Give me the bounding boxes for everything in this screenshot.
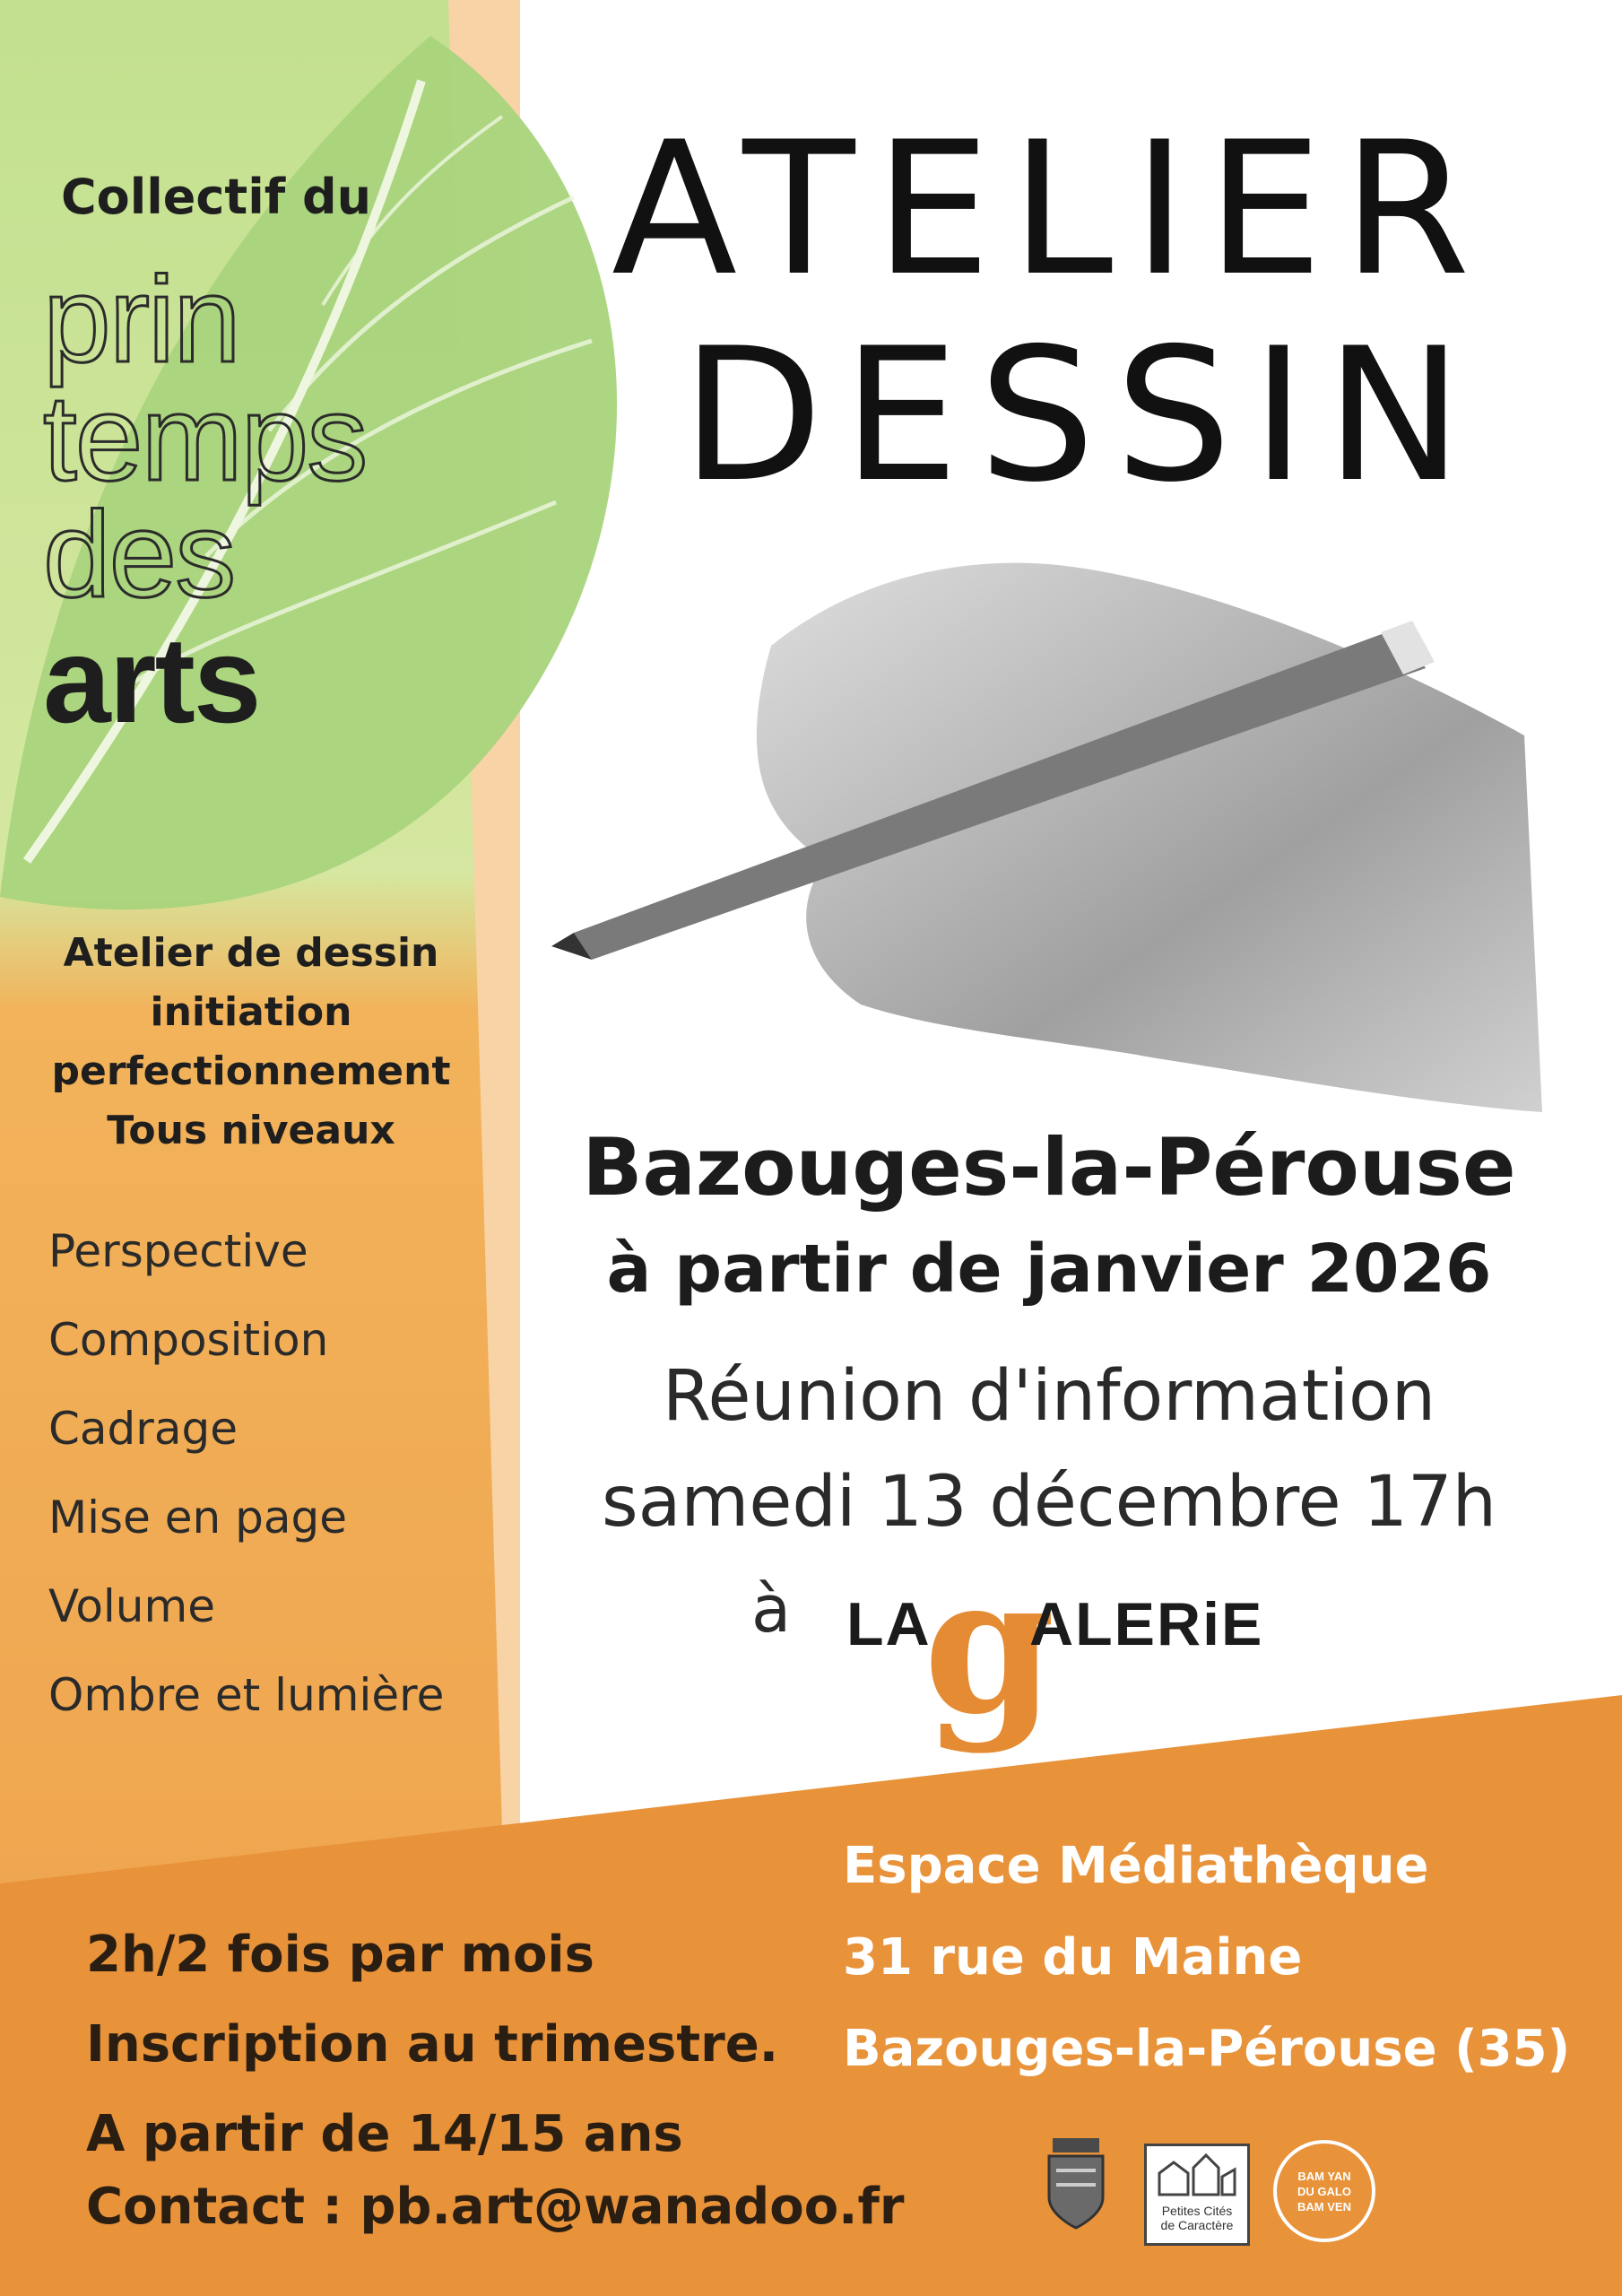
topic-item: Mise en page — [48, 1492, 347, 1544]
info-line: 2h/2 fois par mois — [86, 1926, 594, 1984]
topics-list — [48, 1207, 444, 1740]
event-at: à — [751, 1571, 792, 1647]
gallo-badge — [1273, 2140, 1375, 2242]
venue-logo-g: g — [924, 1535, 1055, 1756]
collectif-prefix: Collectif du — [61, 169, 372, 225]
collectif-word-temps: temps — [43, 370, 367, 506]
venue-logo-rest: ALERiE — [1029, 1590, 1264, 1658]
address-line: Espace Médiathèque — [843, 1837, 1429, 1895]
venue-address — [843, 1821, 1570, 2095]
title-line-dessin: DESSIN — [681, 309, 1483, 523]
topic-item: Ombre et lumière — [48, 1669, 445, 1721]
address-line: 31 rue du Maine — [843, 1928, 1303, 1987]
collectif-word-prin: prin — [43, 251, 239, 387]
collectif-word-des: des — [43, 486, 235, 622]
collectif-word-arts: arts — [43, 612, 260, 748]
contact-line: Contact : pb.art@wanadoo.fr — [86, 2178, 905, 2236]
info-line: A partir de 14/15 ans — [86, 2105, 683, 2163]
event-start: à partir de janvier 2026 — [606, 1231, 1492, 1308]
atelier-line-2: initiation — [150, 989, 352, 1035]
event-reunion: Réunion d'information — [662, 1356, 1436, 1437]
topic-item: Volume — [48, 1580, 215, 1632]
gallo-line-1: BAM YAN — [1297, 2169, 1351, 2183]
event-town: Bazouges-la-Pérouse — [582, 1121, 1516, 1213]
petites-cites-line-2: de Caractère — [1160, 2218, 1234, 2232]
village-icon — [1147, 2146, 1247, 2200]
address-line: Bazouges-la-Pérouse (35) — [843, 2020, 1571, 2078]
atelier-line-1: Atelier de dessin — [63, 930, 439, 976]
title-line-atelier: ATELIER — [612, 103, 1490, 317]
gallo-line-3: BAM VEN — [1297, 2199, 1351, 2213]
info-line: Inscription au trimestre. — [86, 2015, 778, 2074]
practical-info — [86, 1910, 778, 2179]
coat-of-arms-icon — [1040, 2135, 1112, 2233]
atelier-description — [18, 924, 484, 1161]
topic-item: Perspective — [48, 1225, 308, 1277]
hand-drawing-illustration — [551, 563, 1542, 1112]
topic-item: Cadrage — [48, 1403, 238, 1455]
atelier-line-4: Tous niveaux — [107, 1108, 395, 1153]
topic-item: Composition — [48, 1314, 329, 1366]
venue-logo-la: LA — [846, 1590, 932, 1658]
petites-cites-logo — [1144, 2144, 1250, 2246]
event-date: samedi 13 décembre 17h — [601, 1462, 1497, 1543]
atelier-line-3: perfectionnement — [51, 1048, 451, 1094]
gallo-line-2: DU GALO — [1297, 2184, 1351, 2198]
petites-cites-line-1: Petites Cités — [1161, 2204, 1233, 2218]
